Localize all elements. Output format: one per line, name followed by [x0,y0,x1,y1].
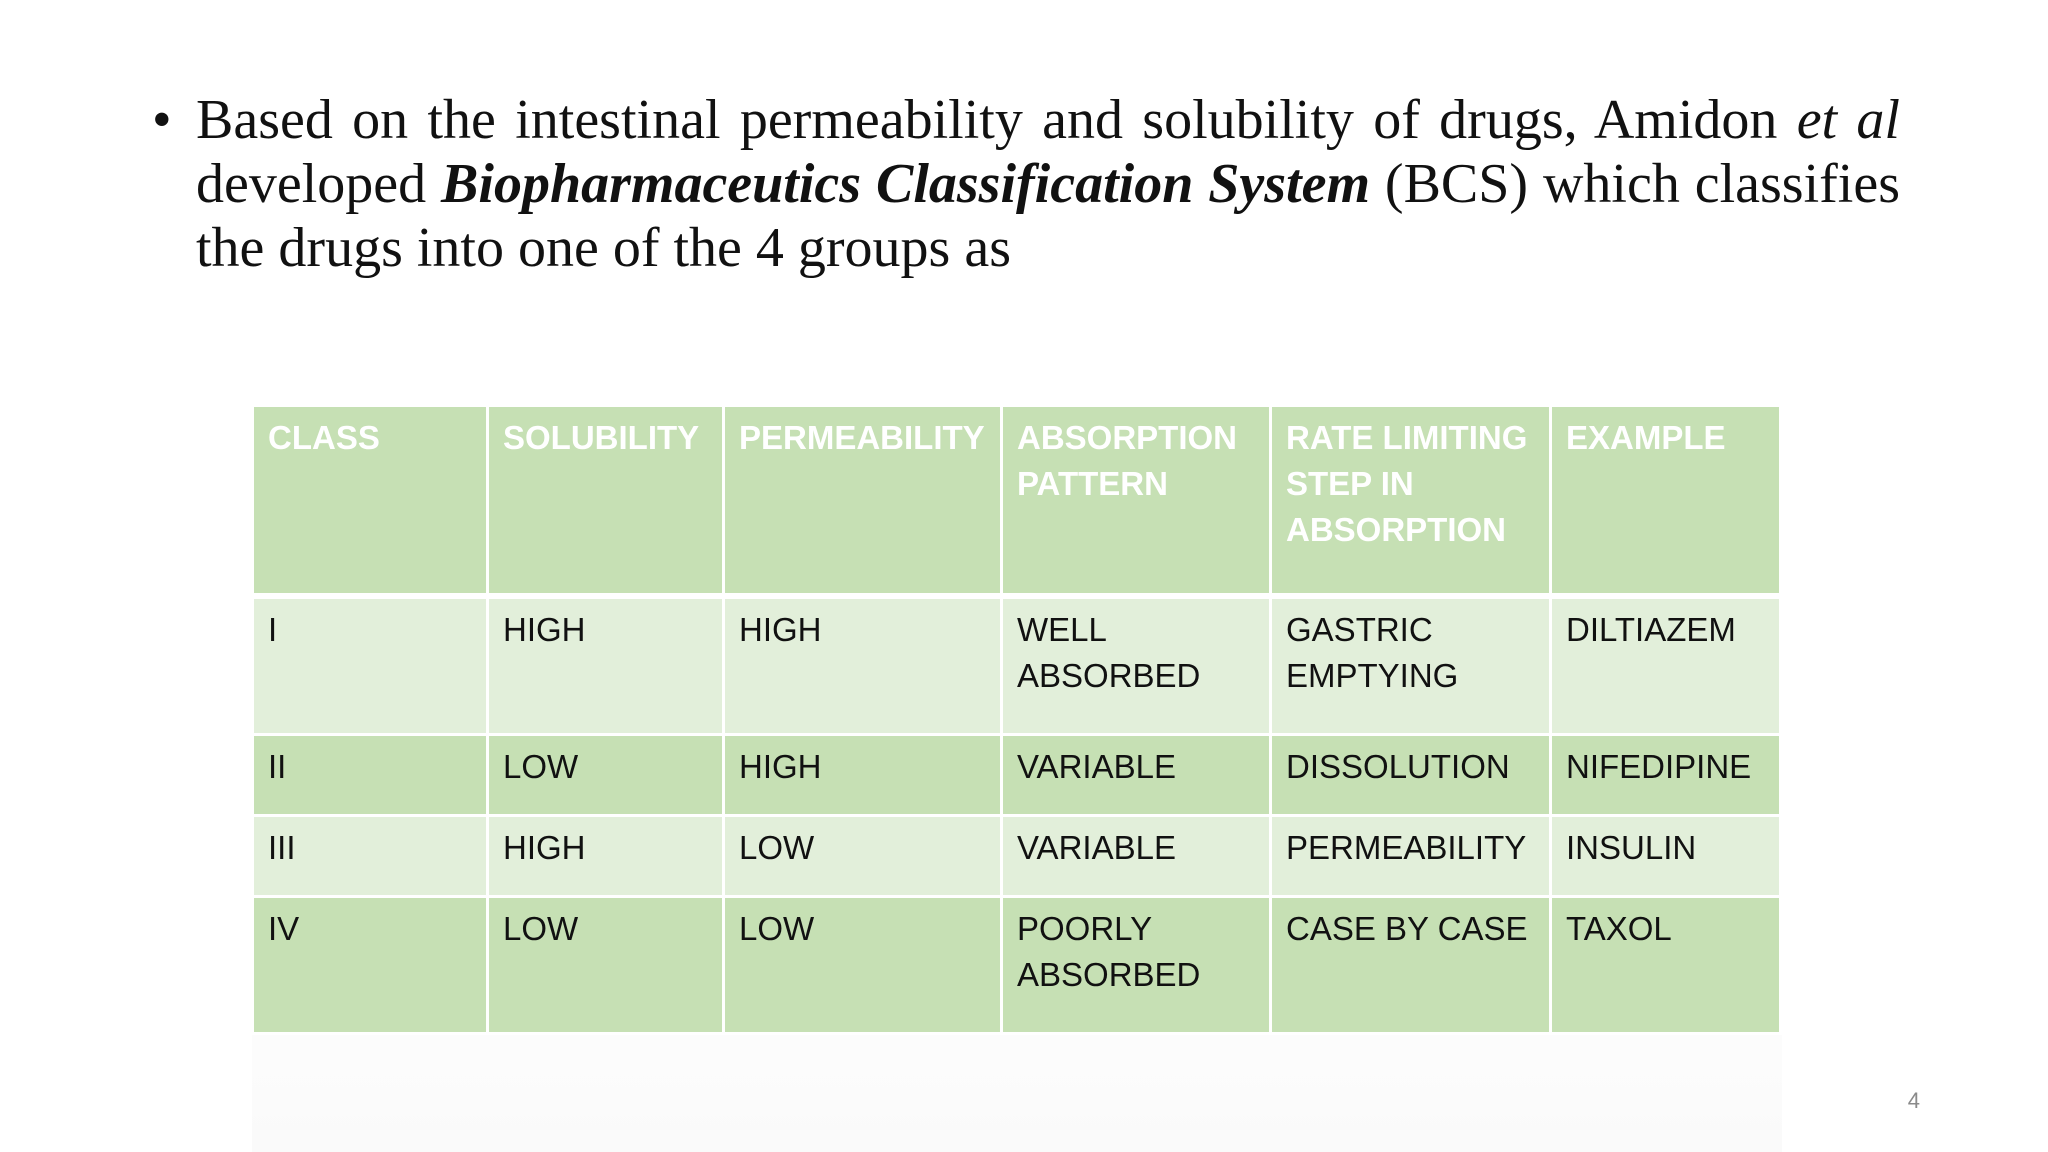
header-rate-limiting-step: RATE LIMITING STEP IN ABSORPTION [1271,406,1551,597]
table-cell: LOW [724,816,1002,897]
table-cell: HIGH [724,735,1002,816]
table-cell: PERMEABILITY [1271,816,1551,897]
header-class: CLASS [253,406,488,597]
table-row [253,897,1781,1034]
table-cell: CASE BY CASE [1271,897,1551,1034]
table-cell: VARIABLE [1002,735,1271,816]
table-cell: HIGH [488,596,724,735]
table-cell: LOW [724,897,1002,1034]
bullet-text-part2: developed [196,153,442,215]
table-cell: POORLY ABSORBED [1002,897,1271,1034]
table-row [253,735,1781,816]
table-cell: WELL ABSORBED [1002,596,1271,735]
page-number: 4 [1907,1088,1920,1113]
bullet-paragraph [152,88,1900,280]
table-cell: HIGH [488,816,724,897]
header-permeability: PERMEABILITY [724,406,1002,597]
table-cell: LOW [488,897,724,1034]
bullet-text-part3: (BCS) which classifies the drugs into one of the 4 groups as [196,153,1900,279]
table-cell: GASTRIC EMPTYING [1271,596,1551,735]
bullet-dot: • [152,89,172,151]
bullet-text-part1: Based on the intestinal permeability and solubility of drugs, Amidon [196,89,1797,151]
table-cell: IV [253,897,488,1034]
table-row [253,596,1781,735]
table-cell: TAXOL [1551,897,1781,1034]
bullet-text-et-al: et al [1796,89,1900,151]
table-row [253,816,1781,897]
table-cell: VARIABLE [1002,816,1271,897]
table-cell: NIFEDIPINE [1551,735,1781,816]
table-cell: DILTIAZEM [1551,596,1781,735]
table-cell: I [253,596,488,735]
bullet-text-bcs-name: Biopharmaceutics Classification System [441,153,1371,215]
header-absorption-pattern: ABSORPTION PATTERN [1002,406,1271,597]
table-cell: LOW [488,735,724,816]
table-header-row [253,406,1781,597]
bullet-text [196,88,1900,280]
table-cell: III [253,816,488,897]
table-cell: II [253,735,488,816]
table-cell: HIGH [724,596,1002,735]
bcs-table [251,404,1782,1035]
table-cell: INSULIN [1551,816,1781,897]
table-cell: DISSOLUTION [1271,735,1551,816]
header-solubility: SOLUBILITY [488,406,724,597]
header-example: EXAMPLE [1551,406,1781,597]
